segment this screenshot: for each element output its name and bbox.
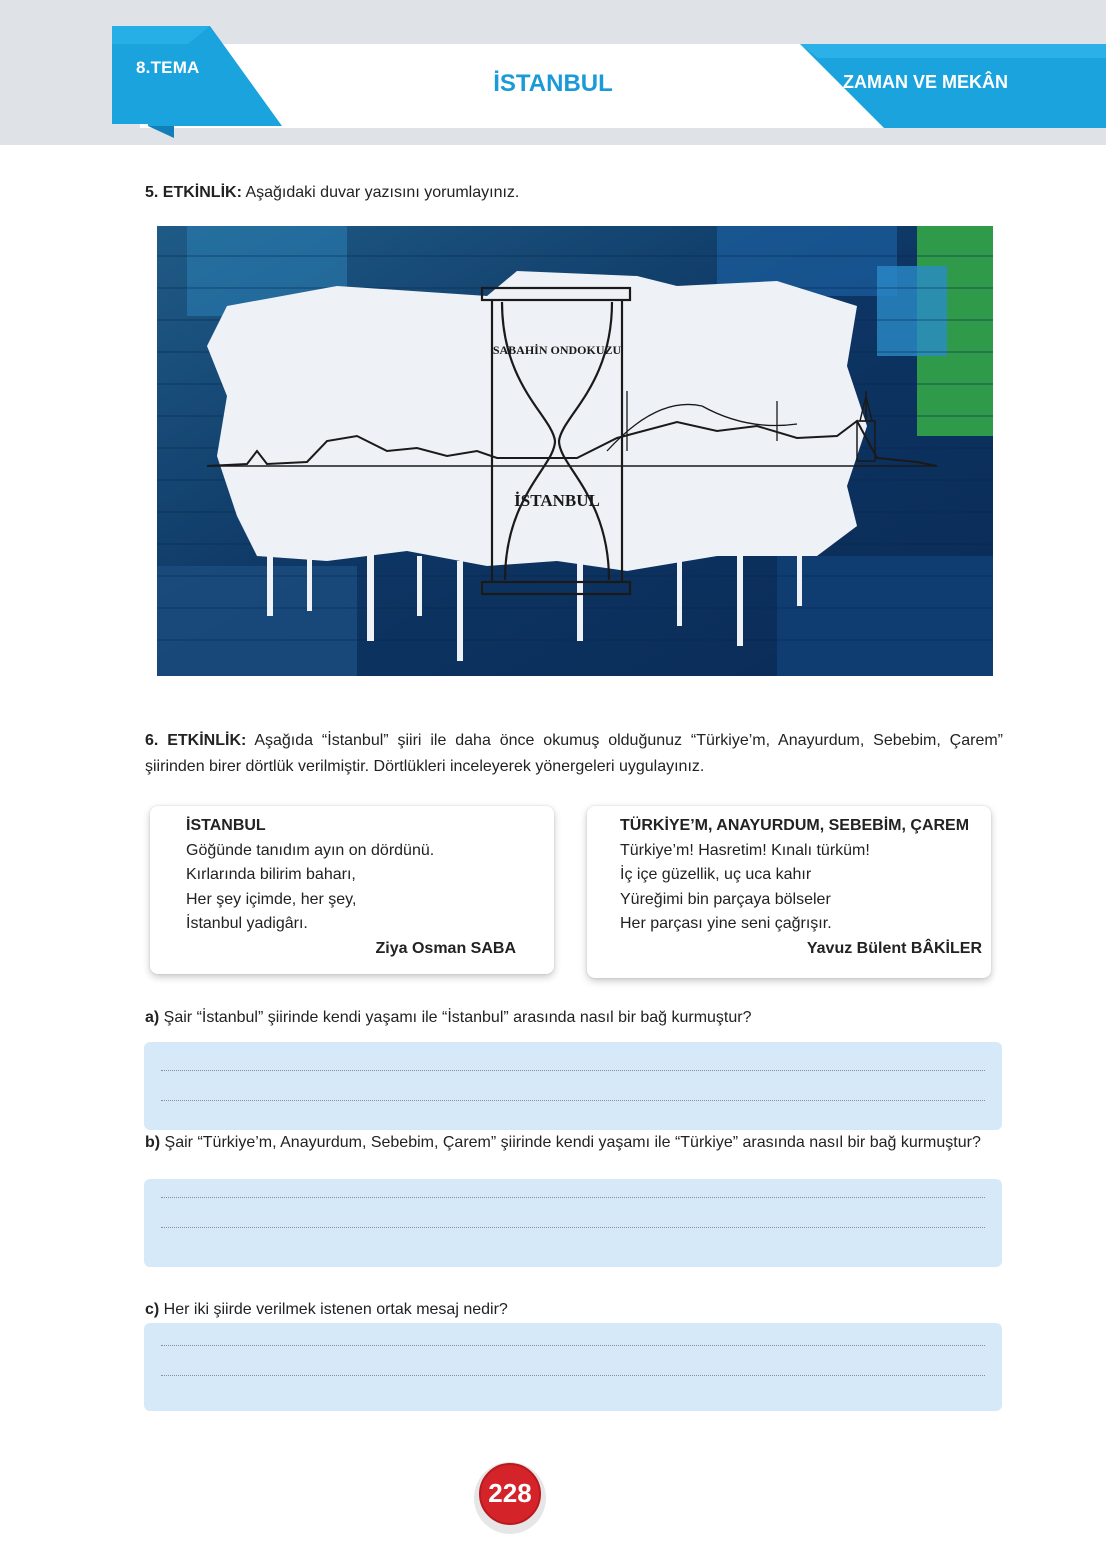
question-c-text: Her iki şiirde verilmek istenen ortak mesaj nedir?: [159, 1301, 508, 1318]
poem-author: Yavuz Bülent BÂKİLER: [806, 939, 982, 957]
tema-label: 8.TEMA: [136, 58, 200, 77]
activity-6-text: Aşağıda “İstanbul” şiiri ile daha önce okumuş olduğunuz “Türkiye’m, Anayurdum, Sebebim, Çarem” şiirinden birer dörtlük verilmiştir. Dörtlükleri inceleyerek yönergeleri uygulayınız.: [145, 732, 1003, 775]
question-c: [145, 1297, 1003, 1322]
section-label: ZAMAN VE MEKÂN: [843, 72, 1008, 92]
answer-line: [161, 1100, 985, 1101]
page-number: 228: [488, 1478, 532, 1508]
poem-line: Her şey içimde, her şey,: [186, 890, 357, 908]
answer-area-b[interactable]: [144, 1179, 1002, 1267]
answer-line: [161, 1227, 985, 1228]
question-b-text: Şair “Türkiye’m, Anayurdum, Sebebim, Çarem” şiirinde kendi yaşamı ile “Türkiye” arasında nasıl bir bağ kurmuştur?: [160, 1134, 981, 1151]
activity-6-label: 6. ETKİNLİK:: [145, 732, 247, 749]
poem-card-turkiyem: [587, 806, 991, 978]
answer-line: [161, 1197, 985, 1198]
answer-line: [161, 1070, 985, 1071]
poem-line: Her parçası yine seni çağrışır.: [620, 915, 832, 932]
poem-line: Kırlarında bilirim baharı,: [186, 866, 356, 883]
activity-5-label: 5. ETKİNLİK:: [145, 184, 242, 201]
activity-6-instruction: [145, 728, 1003, 780]
activity-5-text: Aşağıdaki duvar yazısını yorumlayınız.: [241, 184, 520, 201]
poem-author: Ziya Osman SABA: [375, 939, 516, 957]
page-number-badge: [470, 1456, 550, 1536]
answer-area-c[interactable]: [144, 1323, 1002, 1411]
answer-line: [161, 1345, 985, 1346]
question-a-label: a): [145, 1009, 160, 1026]
graffiti-top-text: SABAHİN ONDOKUZU: [492, 343, 622, 357]
poem-line: Yüreğimi bin parçaya bölseler: [620, 890, 831, 908]
graffiti-image: [157, 226, 993, 676]
poem-card-istanbul: [150, 806, 554, 974]
question-b-label: b): [145, 1134, 161, 1151]
question-a-text: Şair “İstanbul” şiirinde kendi yaşamı ile “İstanbul” arasında nasıl bir bağ kurmuştur?: [159, 1009, 752, 1026]
answer-area-a[interactable]: [144, 1042, 1002, 1130]
answer-line: [161, 1375, 985, 1376]
question-b: [145, 1130, 1003, 1155]
question-c-label: c): [145, 1301, 160, 1318]
poem-line: Göğünde tanıdım ayın on dördünü.: [186, 841, 435, 859]
graffiti-bottom-text: İSTANBUL: [514, 491, 600, 510]
page-title: İSTANBUL: [493, 70, 613, 97]
poem-line: İstanbul yadigârı.: [186, 915, 308, 932]
poem-title: TÜRKİYE’M, ANAYURDUM, SEBEBİM, ÇAREM: [620, 817, 970, 834]
question-a: [145, 1005, 1003, 1030]
activity-5-instruction: [145, 180, 1005, 206]
poem-line: Türkiye’m! Hasretim! Kınalı türküm!: [620, 841, 870, 859]
poem-title: İSTANBUL: [186, 817, 266, 834]
poem-line: İç içe güzellik, uç uca kahır: [620, 866, 812, 883]
